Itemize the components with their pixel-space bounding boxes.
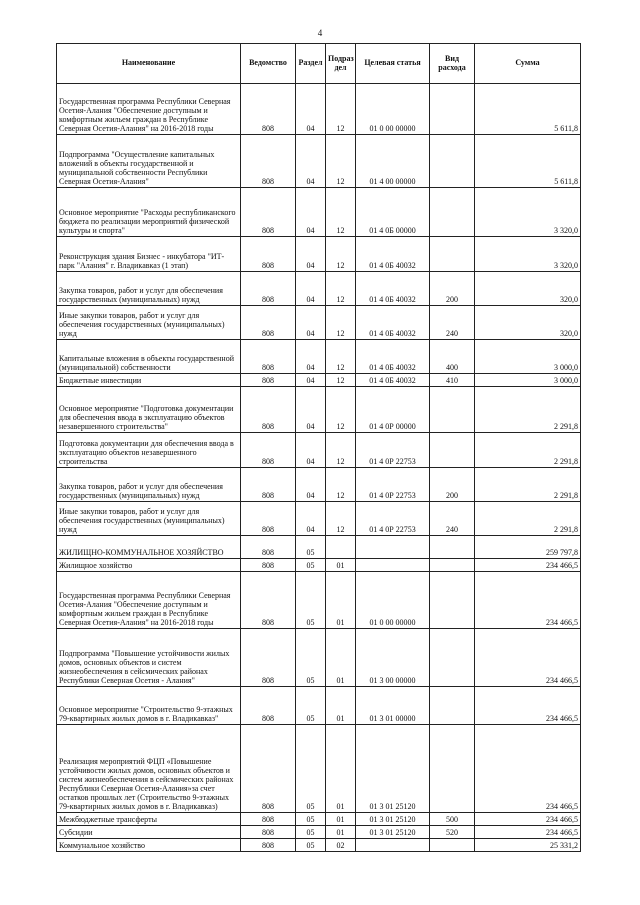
row-target: 01 4 0Б 40032 bbox=[356, 237, 430, 272]
row-name: Реконструкция здания Бизнес - инкубатора "ИТ-парк "Алания" г. Владикавказ (1 этап) bbox=[57, 237, 241, 272]
row-department: 808 bbox=[241, 536, 296, 559]
row-subsection: 12 bbox=[326, 433, 356, 468]
row-subsection: 01 bbox=[326, 725, 356, 813]
row-expense-type: 410 bbox=[430, 374, 475, 387]
table-row bbox=[57, 536, 581, 559]
row-sum: 234 466,5 bbox=[475, 725, 581, 813]
row-expense-type bbox=[430, 433, 475, 468]
row-department: 808 bbox=[241, 572, 296, 629]
row-target bbox=[356, 536, 430, 559]
header-subsection: Подраз дел bbox=[326, 44, 356, 84]
row-department: 808 bbox=[241, 306, 296, 340]
row-department: 808 bbox=[241, 433, 296, 468]
row-section: 05 bbox=[296, 826, 326, 839]
row-department: 808 bbox=[241, 135, 296, 188]
row-name: Основное мероприятие "Расходы республиканского бюджета по реализации мероприятий физической культуры и спорта" bbox=[57, 188, 241, 237]
row-sum: 320,0 bbox=[475, 306, 581, 340]
row-expense-type: 200 bbox=[430, 272, 475, 306]
row-sum: 5 611,8 bbox=[475, 84, 581, 135]
table-row bbox=[57, 237, 581, 272]
row-expense-type bbox=[430, 687, 475, 725]
row-name: Иные закупки товаров, работ и услуг для обеспечения государственных (муниципальных) нужд bbox=[57, 502, 241, 536]
row-sum: 234 466,5 bbox=[475, 687, 581, 725]
row-expense-type: 500 bbox=[430, 813, 475, 826]
page-number: 4 bbox=[317, 28, 323, 38]
row-section: 04 bbox=[296, 374, 326, 387]
row-target: 01 3 01 25120 bbox=[356, 826, 430, 839]
row-department: 808 bbox=[241, 813, 296, 826]
row-target: 01 0 00 00000 bbox=[356, 572, 430, 629]
row-section: 04 bbox=[296, 433, 326, 468]
row-expense-type bbox=[430, 188, 475, 237]
row-section: 04 bbox=[296, 502, 326, 536]
row-name: Основное мероприятие "Подготовка документации для обеспечения ввода в эксплуатацию объектов незавершенного строительства" bbox=[57, 387, 241, 433]
header-target: Целевая статья bbox=[356, 44, 430, 84]
row-name: Коммунальное хозяйство bbox=[57, 839, 241, 852]
row-sum: 3 320,0 bbox=[475, 237, 581, 272]
row-target: 01 4 0Р 22753 bbox=[356, 468, 430, 502]
row-subsection: 12 bbox=[326, 188, 356, 237]
row-name: Закупка товаров, работ и услуг для обеспечения государственных (муниципальных) нужд bbox=[57, 468, 241, 502]
row-target: 01 4 0Б 40032 bbox=[356, 374, 430, 387]
row-expense-type: 240 bbox=[430, 306, 475, 340]
row-name: Бюджетные инвестиции bbox=[57, 374, 241, 387]
row-sum: 234 466,5 bbox=[475, 572, 581, 629]
table-row bbox=[57, 374, 581, 387]
row-name: Подготовка документации для обеспечения ввода в эксплуатацию объектов незавершенного строительства bbox=[57, 433, 241, 468]
row-name: Государственная программа Республики Северная Осетия-Алания "Обеспечение доступным и комфортным жильем граждан в Республике Северная Осетия-Алания" на 2016-2018 годы bbox=[57, 572, 241, 629]
row-sum: 5 611,8 bbox=[475, 135, 581, 188]
table-row bbox=[57, 839, 581, 852]
row-expense-type bbox=[430, 536, 475, 559]
table-row bbox=[57, 826, 581, 839]
row-expense-type: 240 bbox=[430, 502, 475, 536]
table-row bbox=[57, 433, 581, 468]
row-section: 05 bbox=[296, 813, 326, 826]
row-department: 808 bbox=[241, 374, 296, 387]
table-row bbox=[57, 725, 581, 813]
row-name: Подпрограмма "Повышение устойчивости жилых домов, основных объектов и систем жизнеобеспечения в сейсмических районах Республики Северная Осетия - Алания" bbox=[57, 629, 241, 687]
row-section: 04 bbox=[296, 340, 326, 374]
row-expense-type bbox=[430, 387, 475, 433]
row-subsection: 12 bbox=[326, 237, 356, 272]
row-sum: 234 466,5 bbox=[475, 629, 581, 687]
row-sum: 259 797,8 bbox=[475, 536, 581, 559]
row-target: 01 4 00 00000 bbox=[356, 135, 430, 188]
row-sum: 2 291,8 bbox=[475, 387, 581, 433]
row-name: Реализация мероприятий ФЦП «Повышение устойчивости жилых домов, основных объектов и систем жизнеобеспечения в сейсмических районах Республики Северная Осетия-Алания»за счет остатков прошлых лет (Строительство 9-этажных 79-квартирных жилых домов в г. Владикавказ) bbox=[57, 725, 241, 813]
row-sum: 3 000,0 bbox=[475, 340, 581, 374]
row-section: 04 bbox=[296, 468, 326, 502]
row-expense-type: 200 bbox=[430, 468, 475, 502]
row-expense-type bbox=[430, 725, 475, 813]
row-section: 04 bbox=[296, 135, 326, 188]
row-department: 808 bbox=[241, 387, 296, 433]
budget-table bbox=[56, 43, 581, 852]
row-target: 01 0 00 00000 bbox=[356, 84, 430, 135]
row-expense-type bbox=[430, 135, 475, 188]
row-subsection: 12 bbox=[326, 468, 356, 502]
row-subsection: 12 bbox=[326, 135, 356, 188]
row-subsection: 12 bbox=[326, 272, 356, 306]
row-expense-type bbox=[430, 84, 475, 135]
row-name: Государственная программа Республики Северная Осетия-Алания "Обеспечение доступным и комфортным жильем граждан в Республике Северная Осетия-Алания" на 2016-2018 годы bbox=[57, 84, 241, 135]
table-row bbox=[57, 306, 581, 340]
row-expense-type: 400 bbox=[430, 340, 475, 374]
row-name: Капитальные вложения в объекты государственной (муниципальной) собственности bbox=[57, 340, 241, 374]
row-target: 01 4 0Б 40032 bbox=[356, 340, 430, 374]
row-department: 808 bbox=[241, 340, 296, 374]
row-sum: 234 466,5 bbox=[475, 813, 581, 826]
table-row bbox=[57, 813, 581, 826]
row-subsection: 01 bbox=[326, 559, 356, 572]
row-department: 808 bbox=[241, 502, 296, 536]
row-sum: 2 291,8 bbox=[475, 433, 581, 468]
row-department: 808 bbox=[241, 629, 296, 687]
row-expense-type bbox=[430, 629, 475, 687]
row-department: 808 bbox=[241, 237, 296, 272]
row-section: 04 bbox=[296, 387, 326, 433]
row-section: 04 bbox=[296, 272, 326, 306]
row-subsection: 01 bbox=[326, 572, 356, 629]
row-target bbox=[356, 839, 430, 852]
header-expense-type: Вид расхода bbox=[430, 44, 475, 84]
row-department: 808 bbox=[241, 839, 296, 852]
table-row bbox=[57, 559, 581, 572]
row-target: 01 4 0Б 00000 bbox=[356, 188, 430, 237]
header-department: Ведомство bbox=[241, 44, 296, 84]
row-section: 04 bbox=[296, 84, 326, 135]
row-name: Иные закупки товаров, работ и услуг для обеспечения государственных (муниципальных) нужд bbox=[57, 306, 241, 340]
row-department: 808 bbox=[241, 826, 296, 839]
row-section: 04 bbox=[296, 306, 326, 340]
row-target: 01 3 01 25120 bbox=[356, 813, 430, 826]
row-expense-type bbox=[430, 839, 475, 852]
row-sum: 234 466,5 bbox=[475, 559, 581, 572]
row-target bbox=[356, 559, 430, 572]
row-subsection: 01 bbox=[326, 813, 356, 826]
row-target: 01 4 0Р 22753 bbox=[356, 502, 430, 536]
table-row bbox=[57, 468, 581, 502]
table-row bbox=[57, 188, 581, 237]
table-row bbox=[57, 272, 581, 306]
row-department: 808 bbox=[241, 272, 296, 306]
row-name: ЖИЛИЩНО-КОММУНАЛЬНОЕ ХОЗЯЙСТВО bbox=[57, 536, 241, 559]
row-sum: 2 291,8 bbox=[475, 502, 581, 536]
row-expense-type bbox=[430, 237, 475, 272]
row-target: 01 4 0Б 40032 bbox=[356, 272, 430, 306]
row-sum: 25 331,2 bbox=[475, 839, 581, 852]
row-target: 01 4 0Р 22753 bbox=[356, 433, 430, 468]
table-row bbox=[57, 629, 581, 687]
row-subsection bbox=[326, 536, 356, 559]
row-name: Субсидии bbox=[57, 826, 241, 839]
row-sum: 234 466,5 bbox=[475, 826, 581, 839]
row-target: 01 3 01 25120 bbox=[356, 725, 430, 813]
row-section: 05 bbox=[296, 839, 326, 852]
row-department: 808 bbox=[241, 84, 296, 135]
row-subsection: 02 bbox=[326, 839, 356, 852]
row-subsection: 12 bbox=[326, 374, 356, 387]
row-name: Жилищное хозяйство bbox=[57, 559, 241, 572]
row-section: 05 bbox=[296, 629, 326, 687]
table-row bbox=[57, 572, 581, 629]
row-target: 01 3 01 00000 bbox=[356, 687, 430, 725]
row-target: 01 4 0Р 00000 bbox=[356, 387, 430, 433]
header-name: Наименование bbox=[57, 44, 241, 84]
row-section: 05 bbox=[296, 572, 326, 629]
row-subsection: 12 bbox=[326, 387, 356, 433]
row-name: Подпрограмма "Осуществление капитальных вложений в объекты государственной и муниципальной собственности Республики Северная Осетия-Алания" bbox=[57, 135, 241, 188]
row-expense-type: 520 bbox=[430, 826, 475, 839]
row-sum: 3 000,0 bbox=[475, 374, 581, 387]
row-name: Основное мероприятие "Строительство 9-этажных 79-квартирных жилых домов в г. Владикавказ" bbox=[57, 687, 241, 725]
row-section: 04 bbox=[296, 237, 326, 272]
row-department: 808 bbox=[241, 188, 296, 237]
row-section: 05 bbox=[296, 725, 326, 813]
row-subsection: 12 bbox=[326, 340, 356, 374]
header-sum: Сумма bbox=[475, 44, 581, 84]
row-target: 01 3 00 00000 bbox=[356, 629, 430, 687]
row-name: Закупка товаров, работ и услуг для обеспечения государственных (муниципальных) нужд bbox=[57, 272, 241, 306]
row-sum: 3 320,0 bbox=[475, 188, 581, 237]
table-row bbox=[57, 135, 581, 188]
row-section: 04 bbox=[296, 188, 326, 237]
header-section: Раздел bbox=[296, 44, 326, 84]
table-row bbox=[57, 387, 581, 433]
row-section: 05 bbox=[296, 559, 326, 572]
table-row bbox=[57, 502, 581, 536]
row-department: 808 bbox=[241, 687, 296, 725]
row-name: Межбюджетные трансферты bbox=[57, 813, 241, 826]
row-department: 808 bbox=[241, 559, 296, 572]
row-sum: 2 291,8 bbox=[475, 468, 581, 502]
row-subsection: 01 bbox=[326, 629, 356, 687]
row-subsection: 12 bbox=[326, 84, 356, 135]
row-section: 05 bbox=[296, 536, 326, 559]
row-expense-type bbox=[430, 559, 475, 572]
row-expense-type bbox=[430, 572, 475, 629]
row-subsection: 01 bbox=[326, 826, 356, 839]
row-subsection: 12 bbox=[326, 306, 356, 340]
table-row bbox=[57, 84, 581, 135]
row-sum: 320,0 bbox=[475, 272, 581, 306]
table-header-row bbox=[57, 44, 581, 84]
row-subsection: 12 bbox=[326, 502, 356, 536]
row-subsection: 01 bbox=[326, 687, 356, 725]
row-target: 01 4 0Б 40032 bbox=[356, 306, 430, 340]
row-department: 808 bbox=[241, 468, 296, 502]
table-row bbox=[57, 340, 581, 374]
table-row bbox=[57, 687, 581, 725]
row-section: 05 bbox=[296, 687, 326, 725]
row-department: 808 bbox=[241, 725, 296, 813]
